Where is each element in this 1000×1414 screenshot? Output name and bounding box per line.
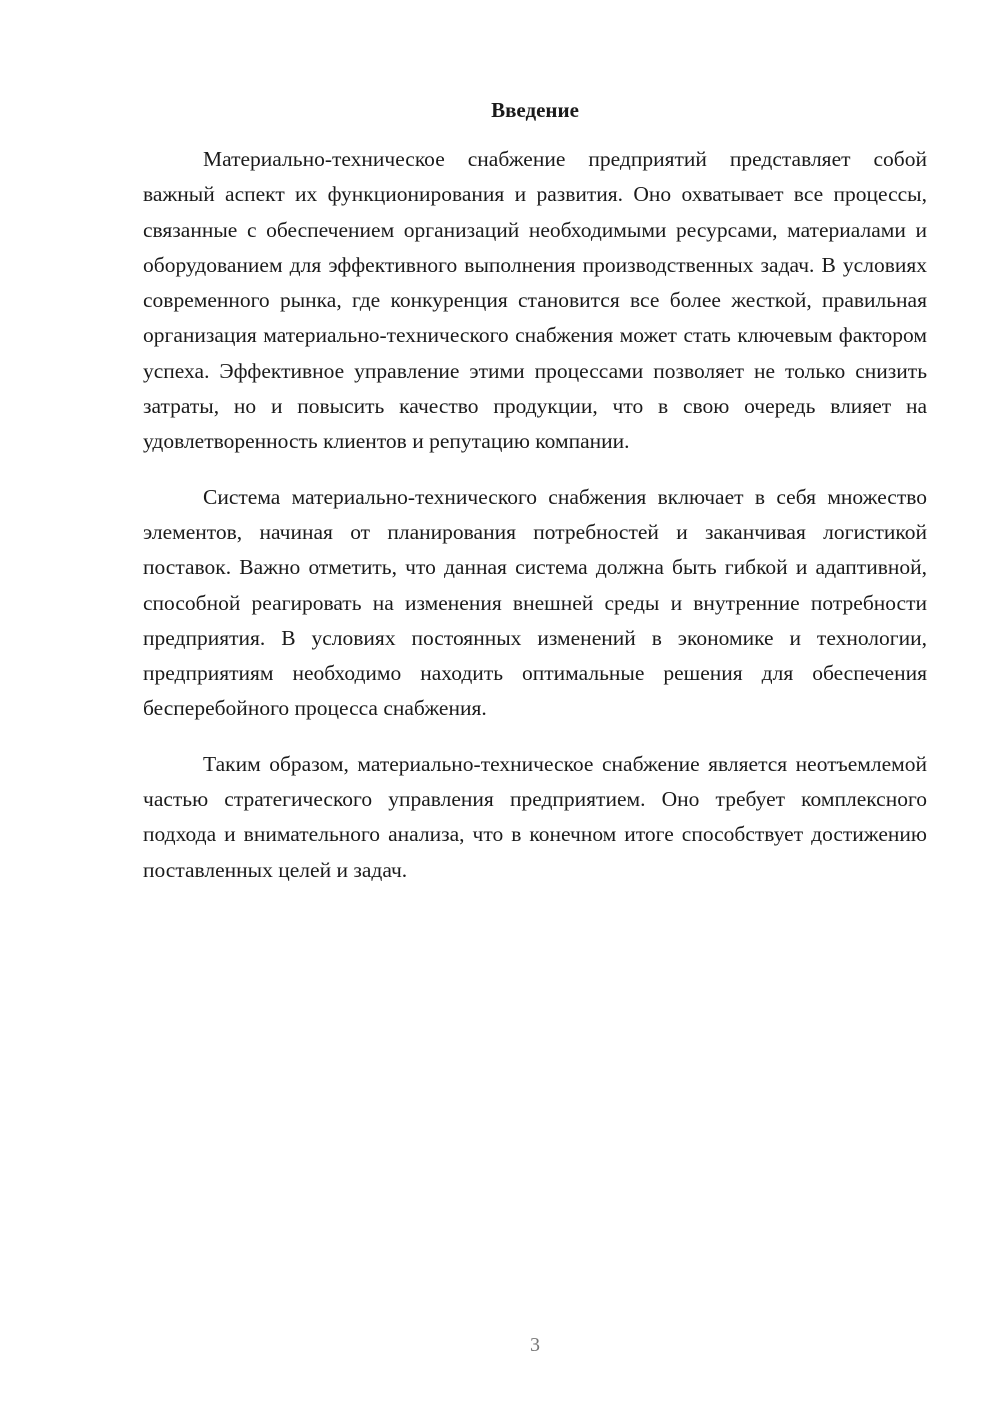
paragraph-3: Таким образом, материально-техническое снабжение является неотъемлемой частью стратегического управления предприятием. Оно требует комплексного подхода и внимательного анализа, что в конечном итоге способствует достижению поставленных целей и задач. — [143, 751, 927, 882]
page-content — [143, 92, 927, 908]
page-number: 3 — [530, 1334, 540, 1356]
paragraph-2: Система материально-технического снабжения включает в себя множество элементов, начиная от планирования потребностей и заканчивая логистикой поставок. Важно отметить, что данная система должна быть гибкой и адаптивной, способной реагировать на изменения внешней среды и внутренние потребности предприятия. В условиях постоянных изменений в экономике и технологии, предприятиям необходимо находить оптимальные решения для обеспечения бесперебойного процесса снабжения. — [143, 484, 927, 721]
paragraph-1: Материально-техническое снабжение предприятий представляет собой важный аспект их функционирования и развития. Оно охватывает все процессы, связанные с обеспечением организаций необходимыми ресурсами, материалами и оборудованием для эффективного выполнения производственных задач. В условиях современного рынка, где конкуренция становится все более жесткой, правильная организация материально-технического снабжения может стать ключевым фактором успеха. Эффективное управление этими процессами позволяет не только снизить затраты, но и повысить качество продукции, что в свою очередь влияет на удовлетворенность клиентов и репутацию компании. — [143, 147, 927, 454]
section-heading: Введение — [491, 98, 579, 122]
